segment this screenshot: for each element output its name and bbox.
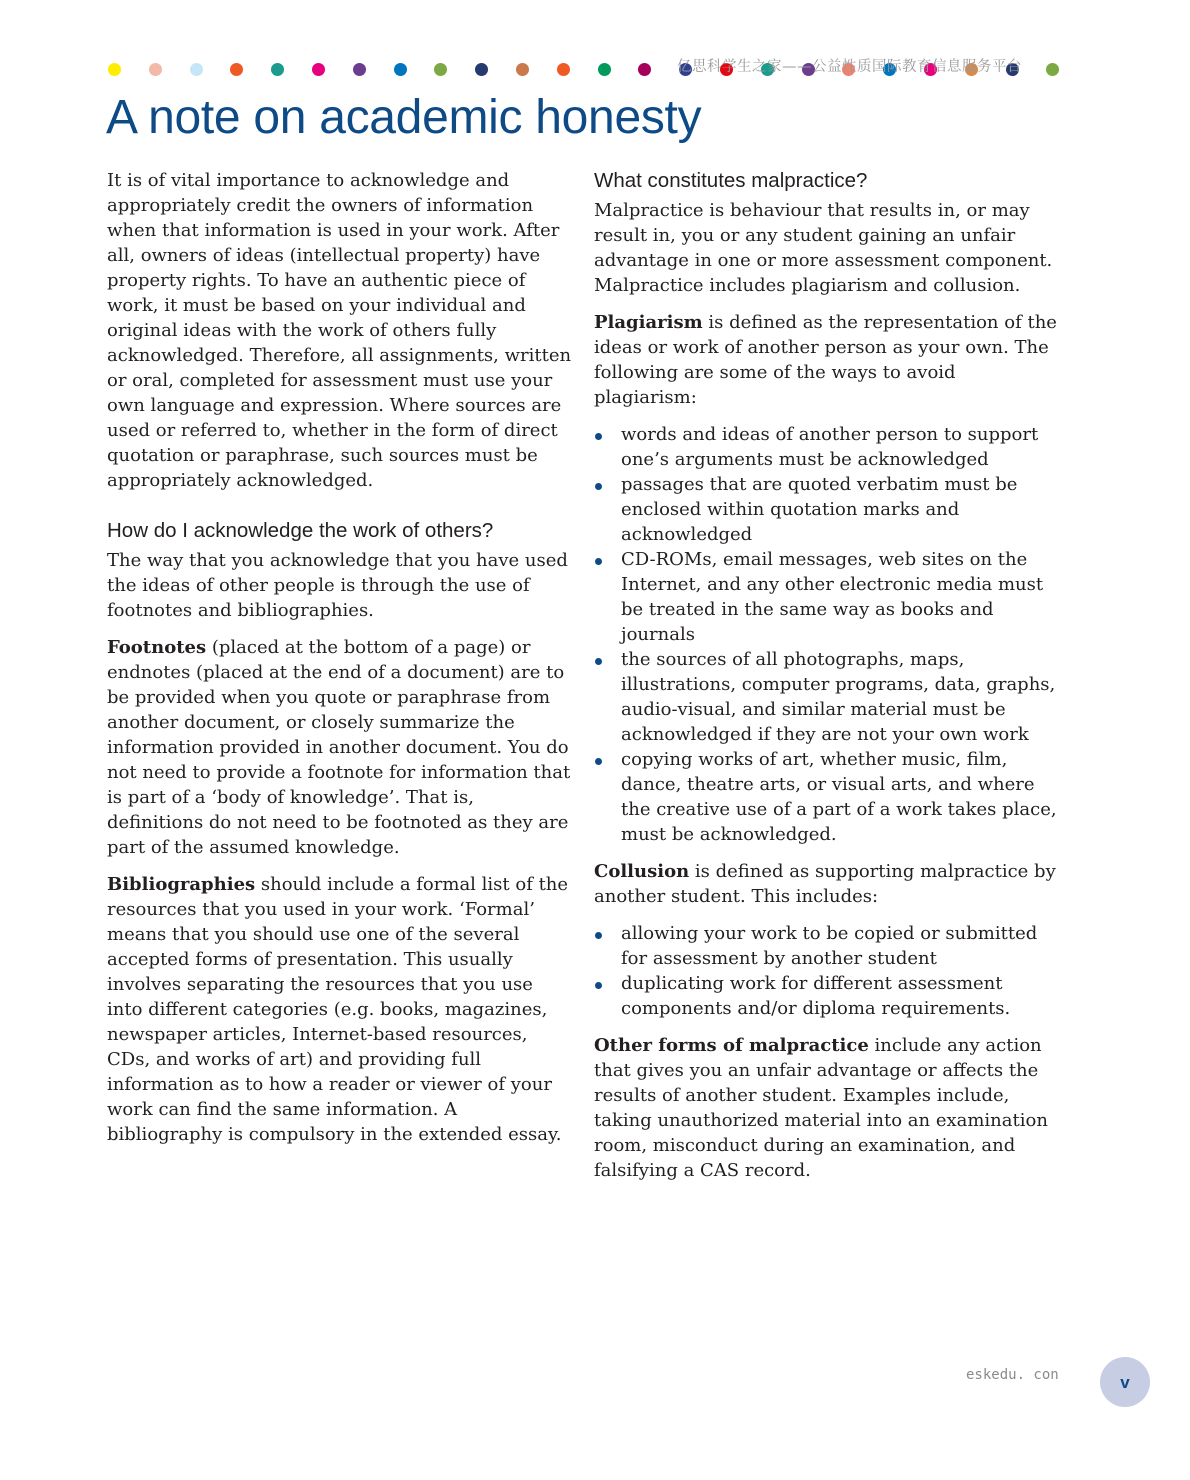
list-item: words and ideas of another person to support one’s arguments must be acknowledged (594, 422, 1060, 472)
plagiarism-text: is defined as the representation of the ideas or work of another person as your own. The following are some of the ways to avoid plagiarism: (594, 312, 1057, 408)
collusion-text: is defined as supporting malpractice by another student. This includes: (594, 861, 1056, 907)
collusion-term: Collusion (594, 861, 690, 882)
list-item: passages that are quoted verbatim must be enclosed within quotation marks and acknowledged (594, 472, 1060, 547)
plagiarism-term: Plagiarism (594, 312, 703, 333)
page-number-badge: v (1100, 1357, 1150, 1407)
bibliographies-paragraph (107, 872, 572, 1147)
decorative-dot (149, 63, 162, 76)
decorative-dot (557, 63, 570, 76)
intro-paragraph: It is of vital importance to acknowledge and appropriately credit the owners of information when that information is used in your work. After all, owners of ideas (intellectual property) have property rights. To have an authentic piece of work, it must be based on your individual and original ideas with the work of others fully acknowledged. Therefore, all assignments, written or oral, completed for assessment must use your own language and expression. Where sources are used or referred to, whether in the form of direct quotation or paraphrase, such sources must be appropriately acknowledged. (107, 170, 572, 491)
decorative-dot (598, 63, 611, 76)
list-item: duplicating work for different assessment components and/or diploma requirements. (594, 971, 1060, 1021)
section-heading-acknowledge: How do I acknowledge the work of others? (107, 519, 494, 542)
footnotes-text: (placed at the bottom of a page) or endnotes (placed at the end of a document) are to be provided when you quote or paraphrase from another document, or closely summarize the information provided in another document. You do not need to provide a footnote for information that is part of a ‘body of knowledge’. That is, definitions do not need to be footnoted as they are part of the assumed knowledge. (107, 637, 571, 858)
footnotes-paragraph (107, 635, 572, 860)
decorative-dot (638, 63, 651, 76)
decorative-dot (434, 63, 447, 76)
list-item: copying works of art, whether music, film, dance, theatre arts, or visual arts, and where the creative use of a part of a work takes place, must be acknowledged. (594, 747, 1060, 847)
acknowledge-paragraph: The way that you acknowledge that you have used the ideas of other people is through the use of footnotes and bibliographies. (107, 550, 568, 621)
decorative-dot (353, 63, 366, 76)
malpractice-paragraph: Malpractice is behaviour that results in, or may result in, you or any student gaining an unfair advantage in one or more assessment component. Malpractice includes plagiarism and collusion. (594, 200, 1053, 296)
footnotes-term: Footnotes (107, 637, 207, 658)
other-malpractice-text: include any action that gives you an unfair advantage or affects the results of another student. Examples include, taking unauthorized material into an examination room, misconduct during an examination, and falsifying a CAS record. (594, 1035, 1048, 1181)
list-item: allowing your work to be copied or submitted for assessment by another student (594, 921, 1060, 971)
collusion-paragraph (594, 859, 1060, 909)
left-column (107, 168, 572, 1159)
other-malpractice-term: Other forms of malpractice (594, 1035, 869, 1056)
decorative-dot (394, 63, 407, 76)
decorative-dot (108, 63, 121, 76)
page-title: A note on academic honesty (106, 91, 702, 144)
watermark-text: 亿思科学生之家——公益性质国际教育信息服务平台 (677, 59, 1022, 75)
other-malpractice-paragraph (594, 1033, 1060, 1183)
decorative-dot (230, 63, 243, 76)
decorative-dot (190, 63, 203, 76)
decorative-dot (1046, 63, 1059, 76)
plagiarism-list (594, 422, 1060, 847)
decorative-dot (312, 63, 325, 76)
section-heading-malpractice: What constitutes malpractice? (594, 169, 868, 192)
bibliographies-term: Bibliographies (107, 874, 256, 895)
bibliographies-text: should include a formal list of the resources that you used in your work. ‘Formal’ means that you should use one of the several accepted forms of presentation. This usually involves separating the resources that you use into different categories (e.g. books, magazines, newspaper articles, Internet-based resources, CDs, and works of art) and providing full information as to how a reader or viewer of your work can find the same information. A bibliography is compulsory in the extended essay. (107, 874, 569, 1145)
plagiarism-paragraph (594, 310, 1060, 410)
right-column (594, 168, 1060, 1195)
decorative-dot (475, 63, 488, 76)
list-item: the sources of all photographs, maps, illustrations, computer programs, data, graphs, audio-visual, and similar material must be acknowledged if they are not your own work (594, 647, 1060, 747)
footer-site-text: eskedu. con (966, 1367, 1059, 1383)
list-item: CD-ROMs, email messages, web sites on the Internet, and any other electronic media must be treated in the same way as books and journals (594, 547, 1060, 647)
collusion-list (594, 921, 1060, 1021)
decorative-dot (516, 63, 529, 76)
decorative-dot (271, 63, 284, 76)
